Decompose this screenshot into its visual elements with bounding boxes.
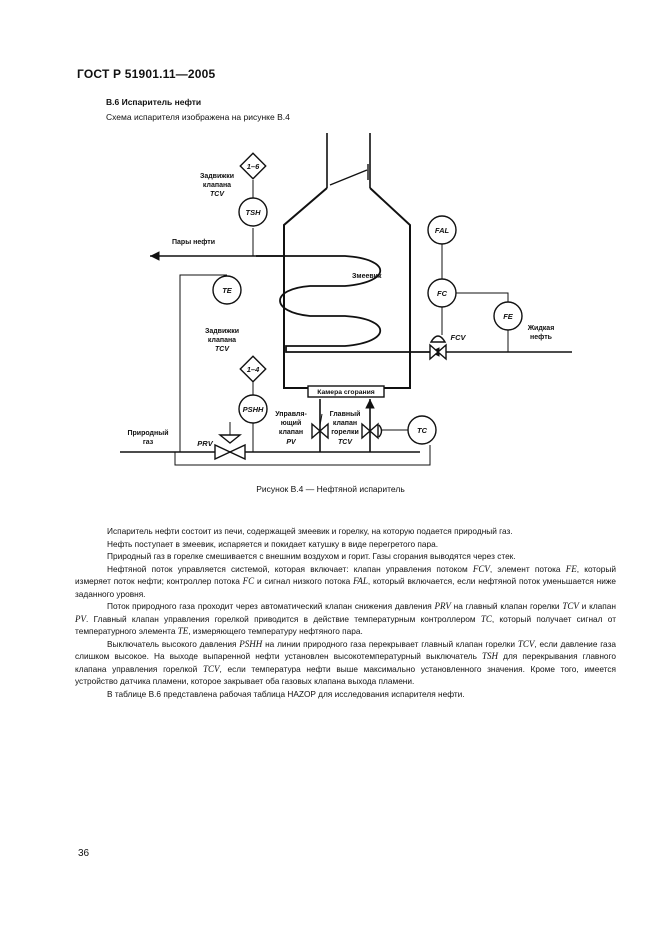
pshh-label: PSHH xyxy=(242,405,264,414)
fc-label: FC xyxy=(437,289,447,298)
kamera-label: Камера сгорания xyxy=(317,389,375,396)
gas-label-1: Природный xyxy=(127,430,169,437)
document-header: ГОСТ Р 51901.11—2005 xyxy=(77,67,216,81)
section-title: В.6 Испаритель нефти xyxy=(106,97,202,107)
zhidkaya-2: нефть xyxy=(530,334,552,341)
zadvizhki-top-1: Задвижки xyxy=(199,173,235,180)
figure-caption: Рисунок В.4 — Нефтяной испаритель xyxy=(256,484,405,494)
zadvizhki-mid-1: Задвижки xyxy=(204,328,240,335)
section-intro: Схема испарителя изображена на рисунке В.4 xyxy=(106,112,290,122)
paragraph-5: Поток природного газа проходит через автоматический клапан снижения давления PRV на главный клапан горелки TCV и клапан PV. Главный клапан управления горелкой приводится в действие температурным контроллером TC, который получает сигнал от температурного элемента TE, измеряющего температуру нефтяного пара. xyxy=(75,601,616,636)
coil xyxy=(256,256,430,352)
upravl-1: Управля- xyxy=(275,411,307,418)
zadvizhki-mid-2: клапана xyxy=(207,337,237,344)
paragraph-6: Выключатель высокого давления PSHH на линии природного газа перекрывает главный клапан горелки TCV, если давление газа слишком высокое. На выходе выпаренной нефти установлен высокотемпературный выключатель TSH для перекрывания главного клапана управления горелкой TCV, если температура нефти выше максимально установленного значения. Кроме того, имеется устройство датчика пламени, которое закрывает оба газовых клапана выхода пламени. xyxy=(75,638,617,686)
tsh-label: TSH xyxy=(245,208,261,217)
diamond-1-4-label: 1–4 xyxy=(246,365,260,374)
prv-valve xyxy=(215,445,245,459)
gas-label-2: газ xyxy=(142,439,154,446)
paragraph-1: Испаритель нефти состоит из печи, содержащей змеевик и горелку, на которую подается природный газ. xyxy=(107,526,513,536)
upravl-2: ющий xyxy=(280,420,302,427)
fe-label: FE xyxy=(503,312,513,321)
paragraph-3: Природный газ в горелке смешивается с внешним воздухом и горит. Газы сгорания выводятся через стек. xyxy=(107,551,516,561)
prv-label: PRV xyxy=(197,439,213,448)
zhidkaya-1: Жидкая xyxy=(527,325,555,332)
paragraph-4: Нефтяной поток управляется системой, которая включает: клапан управления потоком FCV, элемент потока FE, который измеряет поток нефти; контроллер потока FC и сигнал низкого потока FAL, который включается, если нефтяной поток уменьшается ниже заданного уровня. xyxy=(75,563,617,599)
zadvizhki-top-2: клапана xyxy=(202,182,232,189)
body-text xyxy=(75,525,616,700)
furnace-shell xyxy=(284,188,410,388)
diamond-1-6-label: 1–6 xyxy=(246,162,260,171)
glavny-1: Главный xyxy=(329,411,361,418)
te-label: TE xyxy=(222,286,232,295)
zadvizhki-top-3: TCV xyxy=(210,191,224,198)
tc-label: TC xyxy=(417,426,427,435)
zadvizhki-mid-3: TCV xyxy=(215,346,229,353)
stack-damper xyxy=(330,164,368,185)
fcv-valve xyxy=(430,345,446,359)
stack xyxy=(327,133,370,188)
paragraph-7: В таблице В.6 представлена рабочая таблица HAZOP для исследования испарителя нефти. xyxy=(107,688,465,699)
fal-label: FAL xyxy=(434,226,450,235)
zmeevik-label: Змеевик xyxy=(352,273,382,280)
fcv-label: FCV xyxy=(450,333,466,342)
glavny-2: клапан xyxy=(332,420,358,427)
upravl-4: PV xyxy=(286,439,296,446)
glavny-4: TCV xyxy=(338,439,352,446)
upravl-3: клапан xyxy=(278,429,304,436)
page-number: 36 xyxy=(78,848,90,859)
pary-nefti-label: Пары нефти xyxy=(172,239,216,246)
glavny-3: горелки xyxy=(331,429,359,436)
paragraph-2: Нефть поступает в змеевик, испаряется и покидает катушку в виде перегретого пара. xyxy=(107,538,439,549)
